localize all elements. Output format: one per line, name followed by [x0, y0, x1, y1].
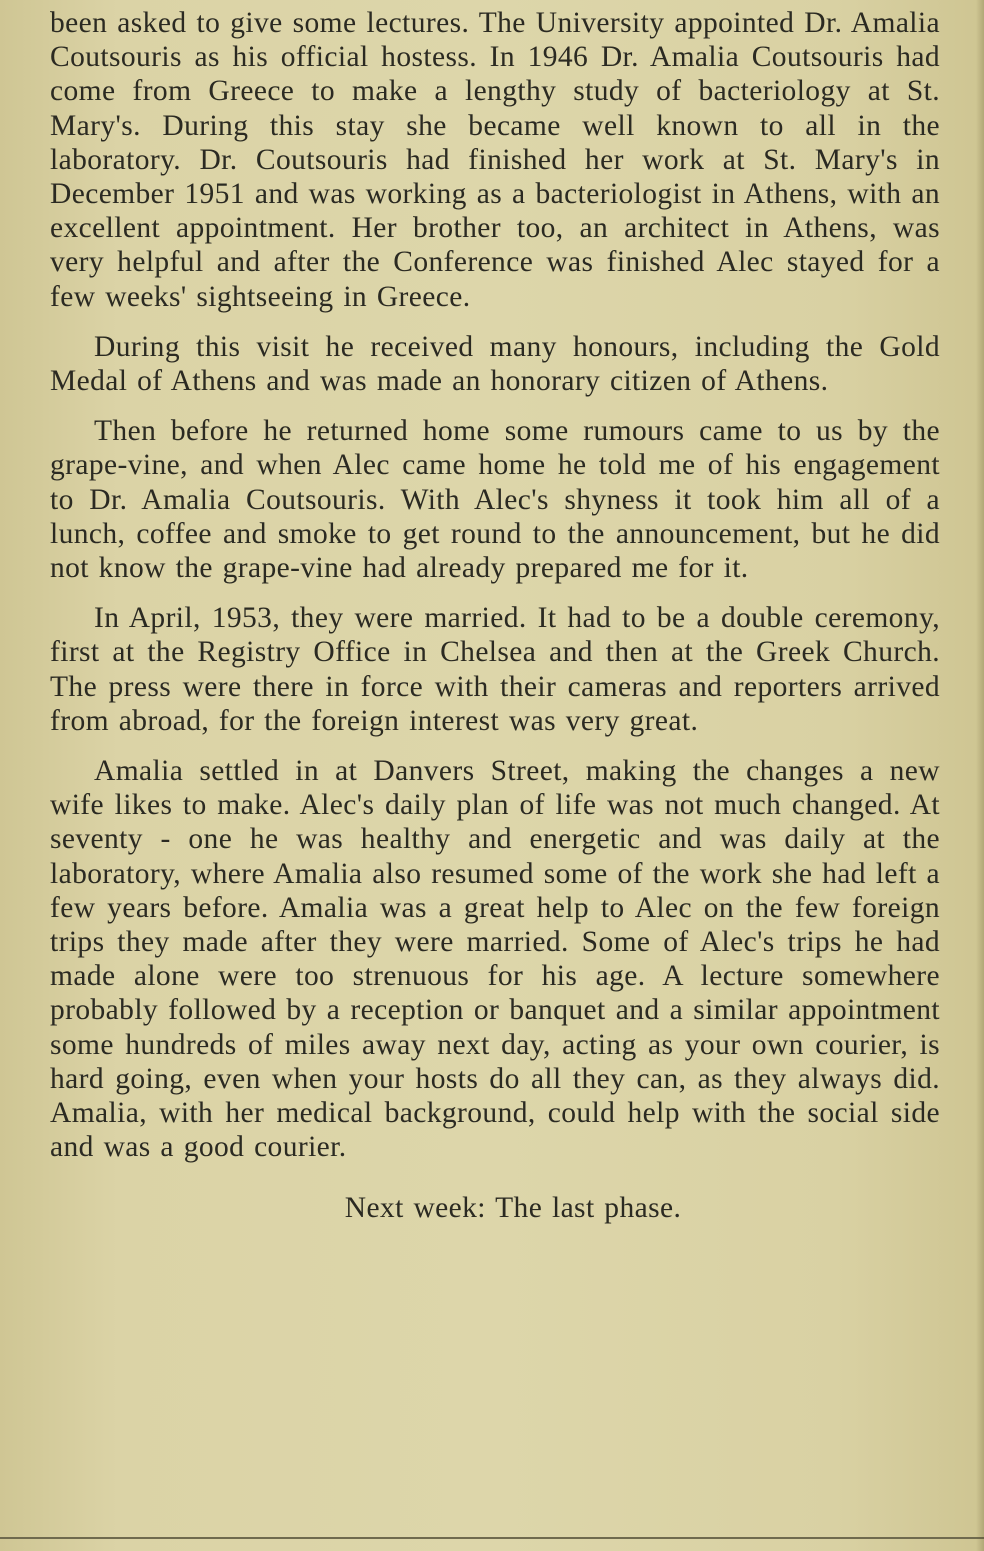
next-week-note: Next week: The last phase. [344, 1191, 682, 1224]
page-edge-shadow [976, 0, 984, 1551]
bottom-rule-divider [0, 1537, 984, 1539]
paragraph-marriage: In April, 1953, they were married. It had to be a double ceremony, first at the Registry Office in Chelsea and then at the Greek Church. The press were there in force with their cameras and reporters arrived from abroad, for the foreign interest was very great. [50, 602, 940, 737]
paragraph-danvers-street: Amalia settled in at Danvers Street, making the changes a new wife likes to make. Alec's daily plan of life was not much changed. At seventy - one he was healthy and energetic and was daily at the laboratory, where Amalia also resumed some of the work she had left a few years before. Amalia was a great help to Alec on the few foreign trips they made after they were married. Some of Alec's trips he had made alone were too strenuous for his age. A lecture somewhere probably followed by a reception or banquet and a similar appointment some hundreds of miles away next day, acting as your own courier, is hard going, even when your hosts do all they can, as they always did. Amalia, with her medical background, could help with the social side and was a good courier. [50, 755, 940, 1164]
paragraph-engagement: Then before he returned home some rumours came to us by the grape-vine, and when Alec came home he told me of his engagement to Dr. Amalia Coutsouris. With Alec's shyness it took him all of a lunch, coffee and smoke to get round to the announcement, but he did not know the grape-vine had already prepared me for it. [50, 415, 940, 585]
paragraph-honours: During this visit he received many honours, including the Gold Medal of Athens and was made an honorary citizen of Athens. [50, 330, 940, 398]
paragraph-lectures-hostess: been asked to give some lectures. The University appointed Dr. Amalia Coutsouris as his official hostess. In 1946 Dr. Amalia Coutsouris had come from Greece to make a lengthy study of bacteriology at St. Mary's. During this stay she became well known to all in the laboratory. Dr. Coutsouris had finished her work at St. Mary's in December 1951 and was working as a bacteriologist in Athens, with an excellent appointment. Her brother too, an architect in Athens, was very helpful and after the Conference was finished Alec stayed for a few weeks' sightseeing in Greece. [50, 7, 940, 313]
